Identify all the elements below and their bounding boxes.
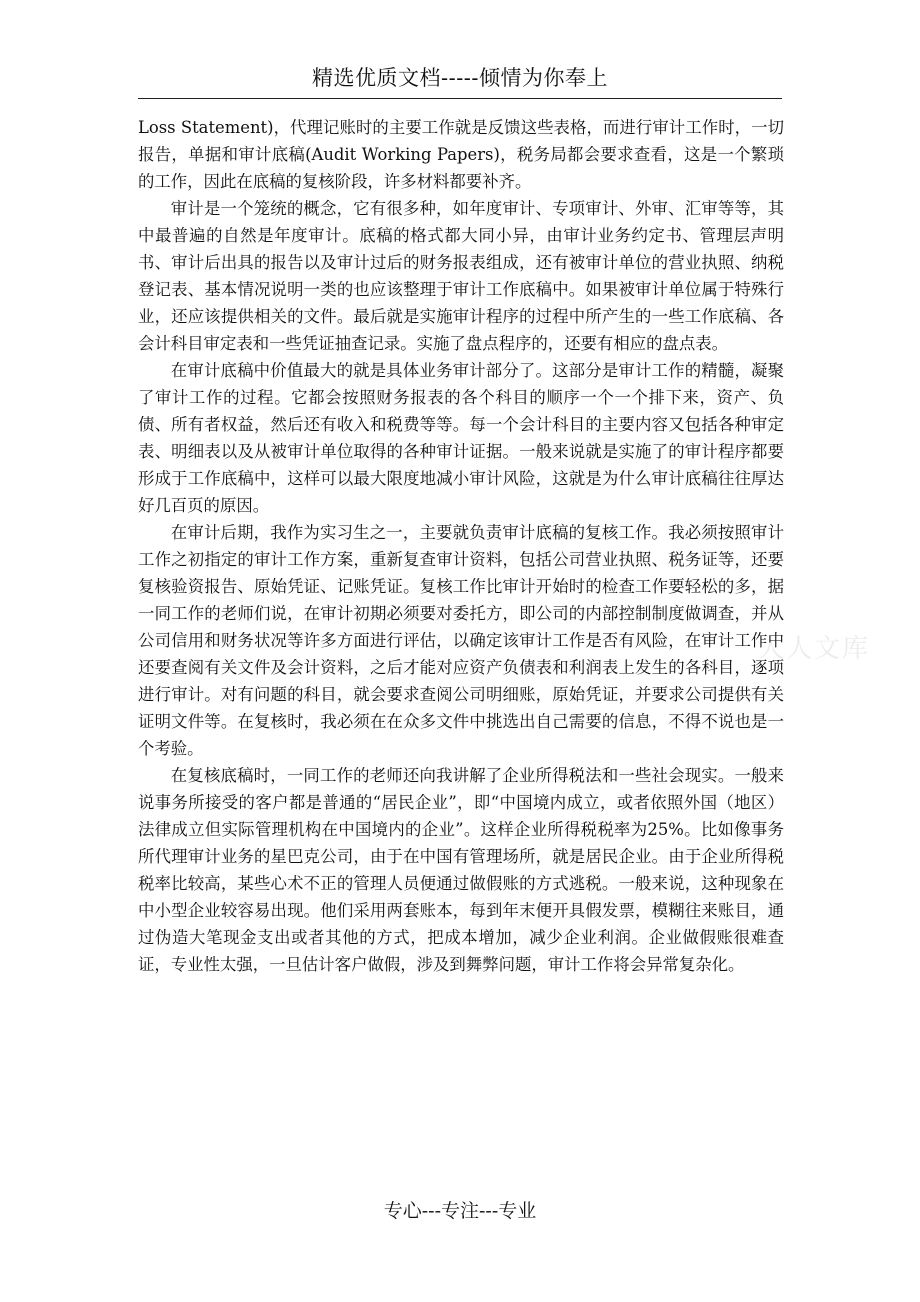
watermark-logo: 人人文库: [758, 634, 871, 664]
paragraph-working-papers-value: 在审计底稿中价值最大的就是具体业务审计部分了。这部分是审计工作的精髓，凝聚了审计工作的过程。它都会按照财务报表的各个科目的顺序一个一个排下来，资产、负债、所有者权益，然后还有收入和税费等等。每一个会计科目的主要内容又包括各种审定表、明细表以及从被审计单位取得的各种审计证据。一般来说就是实施了的审计程序都要形成于工作底稿中，这样可以最大限度地减小审计风险，这就是为什么审计底稿往往厚达好几百页的原因。: [138, 361, 784, 515]
document-body: [138, 114, 784, 978]
paragraph-continuation: Loss Statement)，代理记账时的主要工作就是反馈这些表格，而进行审计工作时，一切报告，单据和审计底稿(Audit Working Papers)，税务局都会要求查看，这是一个繁琐的工作，因此在底稿的复核阶段，许多材料都要补齐。: [138, 118, 784, 191]
page-footer: 专心---专注---专业: [383, 1200, 537, 1222]
paragraph-review-work: 在审计后期，我作为实习生之一，主要就负责审计底稿的复核工作。我必须按照审计工作之初指定的审计工作方案，重新复查审计资料，包括公司营业执照、税务证等，还要复核验资报告、原始凭证、记账凭证。复核工作比审计开始时的检查工作要轻松的多，据一同工作的老师们说，在审计初期必须要对委托方，即公司的内部控制制度做调查，并从公司信用和财务状况等许多方面进行评估，以确定该审计工作是否有风险，在审计工作中还要查阅有关文件及会计资料，之后才能对应资产负债表和利润表上发生的各科目，逐项进行审计。对有问题的科目，就会要求查阅公司明细账，原始凭证，并要求公司提供有关证明文件等。在复核时，我必须在在众多文件中挑选出自己需要的信息，不得不说也是一个考验。: [138, 523, 784, 758]
paragraph-income-tax: 在复核底稿时，一同工作的老师还向我讲解了企业所得税法和一些社会现实。一般来说事务所接受的客户都是普通的“居民企业”，即“中国境内成立，或者依照外国（地区）法律成立但实际管理机构在中国境内的企业”。这样企业所得税税率为25%。比如像事务所代理审计业务的星巴克公司，由于在中国有管理场所，就是居民企业。由于企业所得税税率比较高，某些心术不正的管理人员便通过做假账的方式逃税。一般来说，这种现象在中小型企业较容易出现。他们采用两套账本，每到年末便开具假发票，模糊往来账目，通过伪造大笔现金支出或者其他的方式，把成本增加，减少企业利润。企业做假账很难查证，专业性太强，一旦估计客户做假，涉及到舞弊问题，审计工作将会异常复杂化。: [138, 766, 784, 974]
paragraph-audit-concept: 审计是一个笼统的概念，它有很多种，如年度审计、专项审计、外审、汇审等等，其中最普遍的自然是年度审计。底稿的格式都大同小异，由审计业务约定书、管理层声明书、审计后出具的报告以及审计过后的财务报表组成，还有被审计单位的营业执照、纳税登记表、基本情况说明一类的也应该整理于审计工作底稿中。如果被审计单位属于特殊行业，还应该提供相关的文件。最后就是实施审计程序的过程中所产生的一些工作底稿、各会计科目审定表和一些凭证抽查记录。实施了盘点程序的，还要有相应的盘点表。: [138, 199, 784, 353]
header-divider: [138, 98, 782, 99]
page-header-title: 精选优质文档-----倾情为你奉上: [312, 66, 608, 90]
